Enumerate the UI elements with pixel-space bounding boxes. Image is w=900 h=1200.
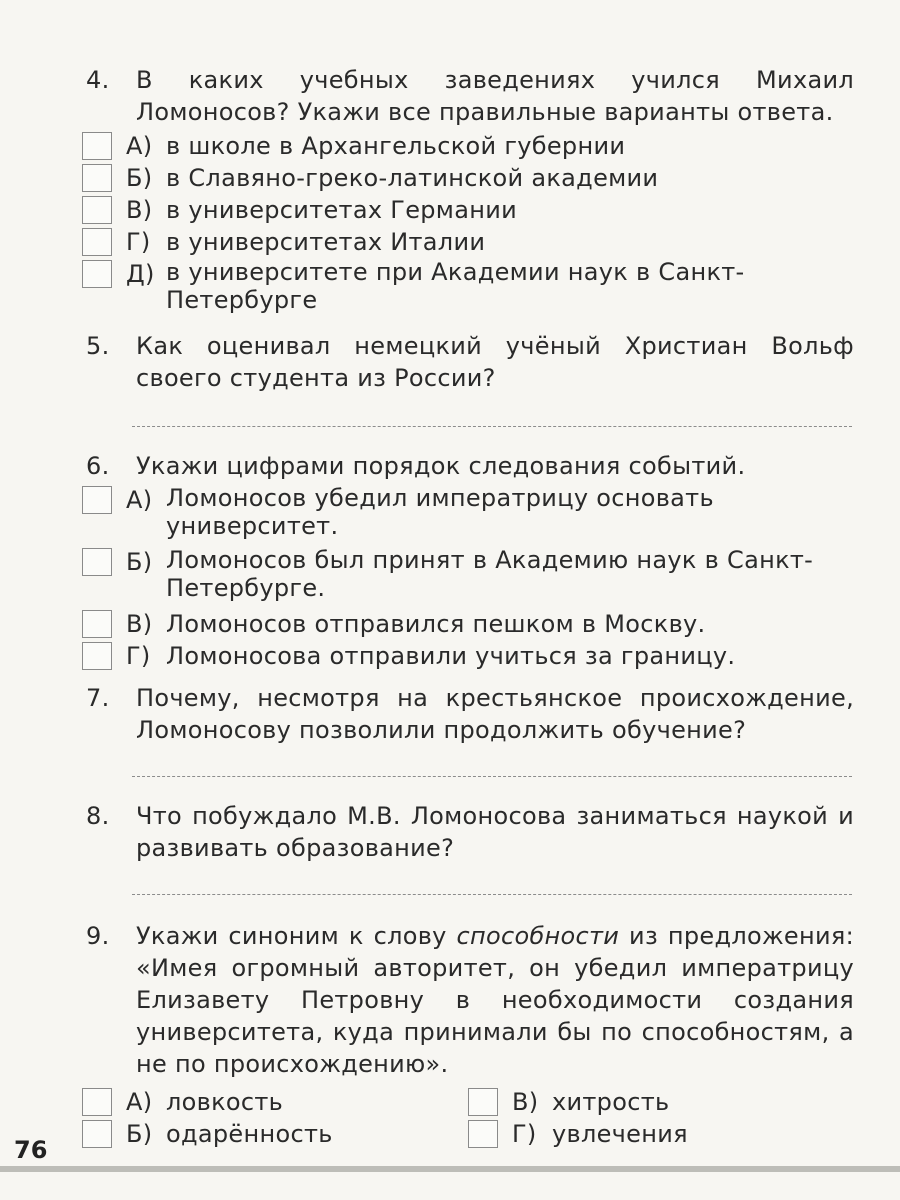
option-c: В) в университетах Германии: [82, 194, 854, 226]
question-7: [82, 682, 854, 746]
question-number: 5.: [86, 332, 110, 360]
answer-checkbox[interactable]: [82, 196, 112, 224]
option-c: В) Ломоносов отправился пешком в Москву.: [82, 608, 854, 640]
option-b: Б) одарённость: [82, 1118, 468, 1150]
option-d: Г) увлечения: [468, 1118, 854, 1150]
answer-checkbox[interactable]: [82, 132, 112, 160]
order-number-box[interactable]: [82, 610, 112, 638]
question-number: 9.: [86, 922, 110, 950]
question-number: 7.: [86, 684, 110, 712]
answer-checkbox[interactable]: [82, 228, 112, 256]
answer-line[interactable]: [132, 426, 852, 427]
option-e: Д) в университете при Академии наук в Санкт-Петербурге: [82, 258, 854, 314]
question-text: Укажи цифрами порядок следования событий.: [136, 452, 746, 480]
answer-checkbox[interactable]: [82, 1120, 112, 1148]
answer-checkbox[interactable]: [82, 1088, 112, 1116]
question-8: [82, 800, 854, 864]
option-b: Б) в Славяно-греко-латинской академии: [82, 162, 854, 194]
question-text: Что побуждало М.В. Ломоносова заниматься наукой и развивать образование?: [136, 802, 854, 862]
answer-line[interactable]: [132, 894, 852, 895]
option-d: Г) в университетах Италии: [82, 226, 854, 258]
question-4: [82, 64, 854, 314]
option-a: А) ловкость: [82, 1086, 468, 1118]
question-text: Как оценивал немецкий учёный Христиан Вольф своего студента из России?: [136, 332, 854, 392]
option-c: В) хитрость: [468, 1086, 854, 1118]
option-a: А) в школе в Архангельской губернии: [82, 130, 854, 162]
question-6: [82, 450, 854, 672]
answer-checkbox[interactable]: [468, 1088, 498, 1116]
question-text: Почему, несмотря на крестьянское происхождение, Ломоносову позволили продолжить обучение?: [136, 684, 854, 744]
order-number-box[interactable]: [82, 486, 112, 514]
question-5: [82, 330, 854, 394]
order-number-box[interactable]: [82, 548, 112, 576]
keyword: способности: [456, 922, 620, 950]
answer-line[interactable]: [132, 776, 852, 777]
question-text: Укажи синоним к слову способности из предложения: «Имея огромный авторитет, он убедил императрицу Елизавету Петровну в необходимости создания университета, куда принимали бы по способностям, а не по происхождению».: [136, 922, 854, 1078]
footer-rule: [0, 1166, 900, 1172]
option-a: А) Ломоносов убедил императрицу основать университет.: [82, 484, 854, 540]
answer-checkbox[interactable]: [468, 1120, 498, 1148]
option-b: Б) Ломоносов был принят в Академию наук в Санкт-Петербурге.: [82, 546, 854, 602]
question-number: 8.: [86, 802, 110, 830]
answer-checkbox[interactable]: [82, 260, 112, 288]
question-text: В каких учебных заведениях учился Михаил Ломоносов? Укажи все правильные варианты ответа.: [136, 66, 854, 126]
question-9: [82, 920, 854, 1150]
question-number: 4.: [86, 66, 110, 94]
answer-checkbox[interactable]: [82, 164, 112, 192]
question-number: 6.: [86, 452, 110, 480]
order-number-box[interactable]: [82, 642, 112, 670]
page-number: 76: [14, 1136, 48, 1164]
option-d: Г) Ломоносова отправили учиться за границу.: [82, 640, 854, 672]
